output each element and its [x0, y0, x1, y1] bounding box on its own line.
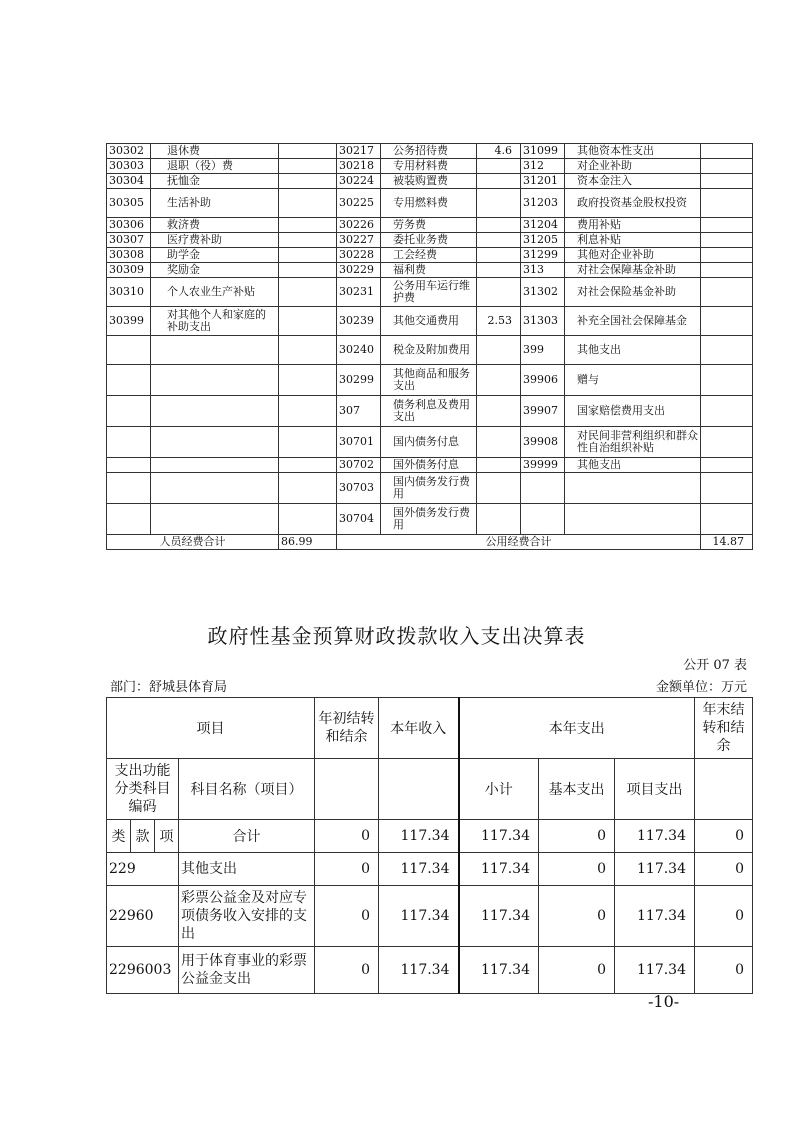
table-cell: 30227 — [337, 233, 381, 248]
table-cell — [279, 336, 337, 365]
row-code: 229 — [107, 853, 179, 886]
table-cell: 个人农业生产补贴 — [151, 278, 279, 307]
table-cell: 30308 — [107, 248, 151, 263]
cell-basic: 0 — [539, 886, 615, 947]
table-cell — [477, 189, 521, 218]
totals-row — [107, 535, 753, 550]
table-cell — [151, 365, 279, 396]
table-cell — [701, 218, 753, 233]
table-cell — [107, 458, 151, 473]
table-cell: 30310 — [107, 278, 151, 307]
table-cell — [701, 263, 753, 278]
header-blank-income — [379, 759, 459, 820]
cell-project: 117.34 — [615, 820, 695, 853]
table-cell — [279, 473, 337, 504]
table-cell: 31299 — [521, 248, 565, 263]
table-cell: 30309 — [107, 263, 151, 278]
table-cell — [279, 458, 337, 473]
table-cell — [701, 365, 753, 396]
table-cell: 30703 — [337, 473, 381, 504]
table-cell — [279, 189, 337, 218]
department-label: 部门：舒城县体育局 — [110, 680, 228, 695]
table-row — [107, 144, 753, 159]
table-cell: 国内债务发行费用 — [381, 473, 477, 504]
basic-expense-table — [106, 143, 753, 550]
table-cell — [279, 233, 337, 248]
table-cell: 30217 — [337, 144, 381, 159]
row-name: 彩票公益金及对应专项债务收入安排的支出 — [179, 886, 315, 947]
row-code: 22960 — [107, 886, 179, 947]
table-cell: 公务用车运行维护费 — [381, 278, 477, 307]
table-cell: 公务招待费 — [381, 144, 477, 159]
table-cell: 对社会保险基金补助 — [565, 278, 701, 307]
table-row — [107, 336, 753, 365]
table-cell: 助学金 — [151, 248, 279, 263]
table-cell: 退职（役）费 — [151, 159, 279, 174]
table-cell: 31302 — [521, 278, 565, 307]
table-cell — [477, 263, 521, 278]
header-item: 项目 — [107, 698, 315, 759]
table-cell: 30299 — [337, 365, 381, 396]
header-blank-begin — [315, 759, 379, 820]
table-cell: 被装购置费 — [381, 174, 477, 189]
table-cell — [701, 248, 753, 263]
table-cell: 国内债务付息 — [381, 427, 477, 458]
table-cell: 30226 — [337, 218, 381, 233]
table-row — [107, 473, 753, 504]
table-cell — [279, 504, 337, 535]
table-cell: 医疗费补助 — [151, 233, 279, 248]
table-row — [107, 504, 753, 535]
table-cell: 政府投资基金股权投资 — [565, 189, 701, 218]
table-cell: 费用补贴 — [565, 218, 701, 233]
table-cell: 39907 — [521, 396, 565, 427]
table-cell: 39906 — [521, 365, 565, 396]
cell-basic: 0 — [539, 853, 615, 886]
table-cell — [701, 278, 753, 307]
table-cell: 其他商品和服务支出 — [381, 365, 477, 396]
table-cell: 307 — [337, 396, 381, 427]
table-cell — [477, 427, 521, 458]
header-begin-balance: 年初结转和结余 — [315, 698, 379, 759]
table-cell — [151, 458, 279, 473]
table-row — [107, 278, 753, 307]
table-cell — [477, 218, 521, 233]
cell-begin: 0 — [315, 947, 379, 994]
table-cell — [279, 427, 337, 458]
table-cell: 资本金注入 — [565, 174, 701, 189]
table-cell: 30224 — [337, 174, 381, 189]
header-project: 项目支出 — [615, 759, 695, 820]
table-cell — [565, 473, 701, 504]
table-cell: 其他支出 — [565, 336, 701, 365]
table-cell: 30701 — [337, 427, 381, 458]
table-cell: 31205 — [521, 233, 565, 248]
table-cell: 30702 — [337, 458, 381, 473]
table-cell — [701, 189, 753, 218]
table-cell — [701, 174, 753, 189]
cell-end: 0 — [695, 853, 753, 886]
table-cell: 30225 — [337, 189, 381, 218]
header-basic: 基本支出 — [539, 759, 615, 820]
table-cell: 39908 — [521, 427, 565, 458]
table-cell: 4.6 — [477, 144, 521, 159]
table-cell — [279, 307, 337, 336]
table-cell — [151, 504, 279, 535]
table-cell — [279, 278, 337, 307]
table-row — [107, 233, 753, 248]
table-cell — [477, 396, 521, 427]
table-cell — [477, 278, 521, 307]
table-cell: 30307 — [107, 233, 151, 248]
table-cell — [279, 144, 337, 159]
table-cell: 国外债务付息 — [381, 458, 477, 473]
table-cell — [279, 263, 337, 278]
table-cell: 30302 — [107, 144, 151, 159]
table-cell: 399 — [521, 336, 565, 365]
table-row — [107, 159, 753, 174]
table-cell: 奖励金 — [151, 263, 279, 278]
table-cell: 31203 — [521, 189, 565, 218]
table-cell: 国家赔偿费用支出 — [565, 396, 701, 427]
table-cell — [701, 473, 753, 504]
table-row — [107, 365, 753, 396]
table-cell: 补充全国社会保障基金 — [565, 307, 701, 336]
personnel-total-value: 86.99 — [279, 535, 337, 550]
table-cell: 30229 — [337, 263, 381, 278]
table-row — [107, 174, 753, 189]
table-cell — [477, 174, 521, 189]
cell-begin: 0 — [315, 820, 379, 853]
table-cell — [477, 248, 521, 263]
header-xiang: 项 — [155, 820, 179, 853]
fund-budget-table — [106, 697, 753, 994]
table-cell — [107, 396, 151, 427]
table-cell: 30231 — [337, 278, 381, 307]
table-cell — [151, 336, 279, 365]
cell-subtotal: 117.34 — [459, 886, 539, 947]
table-cell: 赠与 — [565, 365, 701, 396]
table-cell: 委托业务费 — [381, 233, 477, 248]
table-cell — [279, 174, 337, 189]
cell-project: 117.34 — [615, 947, 695, 994]
table-cell — [151, 473, 279, 504]
table-cell: 30303 — [107, 159, 151, 174]
table-cell: 对其他个人和家庭的补助支出 — [151, 307, 279, 336]
table-cell: 31201 — [521, 174, 565, 189]
cell-end: 0 — [695, 886, 753, 947]
table-cell — [477, 336, 521, 365]
table-cell: 债务利息及费用支出 — [381, 396, 477, 427]
public-total-value: 14.87 — [701, 535, 753, 550]
table-cell: 313 — [521, 263, 565, 278]
row-name: 其他支出 — [179, 853, 315, 886]
table-cell: 30399 — [107, 307, 151, 336]
header-lei: 类 — [107, 820, 131, 853]
table-cell: 其他交通费用 — [381, 307, 477, 336]
table-cell — [151, 427, 279, 458]
table-cell: 劳务费 — [381, 218, 477, 233]
table-cell: 31099 — [521, 144, 565, 159]
table-cell — [107, 504, 151, 535]
table-cell: 福利费 — [381, 263, 477, 278]
form-number: 公开 07 表 — [683, 658, 747, 673]
table-cell — [279, 365, 337, 396]
cell-subtotal: 117.34 — [459, 947, 539, 994]
unit-label: 金额单位：万元 — [655, 680, 747, 695]
table-cell: 31204 — [521, 218, 565, 233]
table-cell — [701, 336, 753, 365]
table-cell: 救济费 — [151, 218, 279, 233]
table-cell: 专用材料费 — [381, 159, 477, 174]
table-cell — [477, 365, 521, 396]
table-cell: 30218 — [337, 159, 381, 174]
table-cell — [701, 144, 753, 159]
header-subtotal: 小计 — [459, 759, 539, 820]
table-cell: 30228 — [337, 248, 381, 263]
table-cell — [279, 159, 337, 174]
table-cell — [701, 396, 753, 427]
header-end-balance: 年末结转和结余 — [695, 698, 753, 759]
table-cell — [521, 504, 565, 535]
table-cell — [477, 458, 521, 473]
table-cell: 专用燃料费 — [381, 189, 477, 218]
cell-subtotal: 117.34 — [459, 853, 539, 886]
table-cell: 其他对企业补助 — [565, 248, 701, 263]
table-cell: 国外债务发行费用 — [381, 504, 477, 535]
table-cell: 生活补助 — [151, 189, 279, 218]
header-code: 支出功能分类科目编码 — [107, 759, 179, 820]
table-cell: 30240 — [337, 336, 381, 365]
header-blank-end — [695, 759, 753, 820]
table-cell: 对民间非营利组织和群众性自治组织补贴 — [565, 427, 701, 458]
cell-subtotal: 117.34 — [459, 820, 539, 853]
table-cell — [107, 365, 151, 396]
row-name: 合计 — [179, 820, 315, 853]
table-cell: 2.53 — [477, 307, 521, 336]
page-number: -10- — [648, 992, 680, 1011]
personnel-total-label: 人员经费合计 — [107, 535, 279, 550]
table-cell: 其他资本性支出 — [565, 144, 701, 159]
table-row — [107, 189, 753, 218]
cell-project: 117.34 — [615, 886, 695, 947]
cell-income: 117.34 — [379, 853, 459, 886]
table-cell — [477, 159, 521, 174]
table-row — [107, 458, 753, 473]
table-row — [107, 218, 753, 233]
table-cell — [521, 473, 565, 504]
header-kuan: 款 — [131, 820, 155, 853]
table-cell — [565, 504, 701, 535]
table-cell — [107, 336, 151, 365]
public-total-label: 公用经费合计 — [337, 535, 701, 550]
table-row — [107, 248, 753, 263]
cell-project: 117.34 — [615, 853, 695, 886]
table-cell — [701, 504, 753, 535]
table-cell: 30306 — [107, 218, 151, 233]
table-cell: 其他支出 — [565, 458, 701, 473]
table-cell — [701, 307, 753, 336]
table-cell — [477, 473, 521, 504]
cell-end: 0 — [695, 947, 753, 994]
table-cell: 对企业补助 — [565, 159, 701, 174]
table-cell — [279, 396, 337, 427]
cell-begin: 0 — [315, 853, 379, 886]
table-cell: 对社会保障基金补助 — [565, 263, 701, 278]
table-row — [107, 263, 753, 278]
cell-end: 0 — [695, 820, 753, 853]
table-cell: 工会经费 — [381, 248, 477, 263]
table-cell: 30304 — [107, 174, 151, 189]
header-income: 本年收入 — [379, 698, 459, 759]
table-cell: 30704 — [337, 504, 381, 535]
table-cell — [107, 427, 151, 458]
table-cell: 30239 — [337, 307, 381, 336]
cell-begin: 0 — [315, 886, 379, 947]
cell-income: 117.34 — [379, 886, 459, 947]
header-name: 科目名称（项目） — [179, 759, 315, 820]
table-cell — [279, 218, 337, 233]
table-cell — [701, 233, 753, 248]
table-cell — [279, 248, 337, 263]
cell-income: 117.34 — [379, 820, 459, 853]
table-cell — [701, 159, 753, 174]
table-cell: 退休费 — [151, 144, 279, 159]
table-cell: 312 — [521, 159, 565, 174]
table-row — [107, 396, 753, 427]
cell-income: 117.34 — [379, 947, 459, 994]
table-cell: 税金及附加费用 — [381, 336, 477, 365]
row-code: 2296003 — [107, 947, 179, 994]
table-cell — [477, 233, 521, 248]
table-cell — [107, 473, 151, 504]
table-cell: 30305 — [107, 189, 151, 218]
table-cell: 39999 — [521, 458, 565, 473]
cell-basic: 0 — [539, 947, 615, 994]
table-cell — [151, 396, 279, 427]
row-name: 用于体育事业的彩票公益金支出 — [179, 947, 315, 994]
table-cell — [477, 504, 521, 535]
table-cell — [701, 427, 753, 458]
table-row — [107, 307, 753, 336]
table-cell — [701, 458, 753, 473]
header-expense: 本年支出 — [459, 698, 695, 759]
cell-basic: 0 — [539, 820, 615, 853]
table-cell: 抚恤金 — [151, 174, 279, 189]
table-cell: 31303 — [521, 307, 565, 336]
report-title: 政府性基金预算财政拨款收入支出决算表 — [207, 624, 586, 648]
table-cell: 利息补贴 — [565, 233, 701, 248]
table-row — [107, 427, 753, 458]
